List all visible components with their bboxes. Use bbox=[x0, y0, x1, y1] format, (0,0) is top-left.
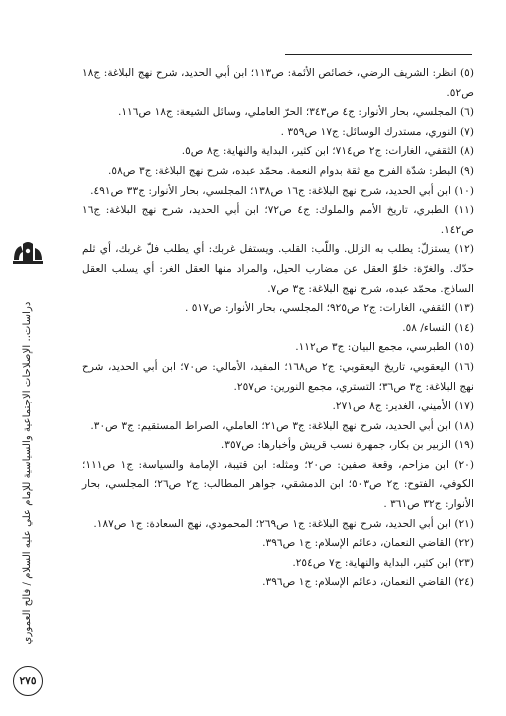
publisher-logo bbox=[11, 238, 45, 266]
footnote: (١٨) ابن أبي الحديد، شرح نهج البلاغة: ج٣ ص٢١؛ العاملي، الصراط المستقيم: ج٣ ص٣٠. bbox=[90, 419, 474, 432]
footnote: (١٦) اليعقوبي، تاريخ اليعقوبي: ج٢ ص١٦٨؛ المفيد، الأمالي: ص٧٠؛ ابن أبي الحديد، شرح نهج البلاغة: ج٣ ص٣٦؛ التستري، مجمع النورين: ص٢٥٧. bbox=[82, 360, 475, 393]
running-title bbox=[18, 268, 46, 678]
footnote: (٢٣) ابن كثير، البداية والنهاية: ج٧ ص٢٥٤. bbox=[292, 556, 474, 569]
footnote: (٢٢) القاضي النعمان، دعائم الإسلام: ج١ ص٣٩٦. bbox=[262, 537, 474, 550]
footnote: (١٥) الطبرسي، مجمع البيان: ج٣ ص١١٢. bbox=[295, 341, 474, 354]
footnote: (١٤) النساء/ ٥٨. bbox=[402, 321, 474, 334]
footnotes-list bbox=[82, 64, 474, 593]
footnote: (١٩) الزبير بن بكار، جمهرة نسب قريش وأخبارها: ص٣٥٧. bbox=[220, 439, 474, 452]
footnote: (٢١) ابن أبي الحديد، شرح نهج البلاغة: ج١ ص٢٦٩؛ المحمودي، نهج السعادة: ج١ ص١٨٧. bbox=[93, 517, 474, 530]
footnote: (٧) النوري، مستدرك الوسائل: ج١٧ ص٣٥٩ . bbox=[280, 125, 474, 138]
footnote: (١٠) ابن أبي الحديد، شرح نهج البلاغة: ج١٦ ص١٣٨؛ المجلسي، بحار الأنوار: ج٣٣ ص٤٩١. bbox=[90, 184, 474, 197]
footnote: (١٧) الأميني، الغدير: ج٨ ص٢٧١. bbox=[332, 400, 474, 413]
footnote: (٦) المجلسي، بحار الأنوار: ج٤ ص٣٤٣؛ الحرّ العاملي، وسائل الشيعة: ج١٨ ص١١٦. bbox=[117, 106, 474, 119]
footnote-separator-line bbox=[285, 54, 472, 55]
footnote: (٢٤) القاضي النعمان، دعائم الإسلام: ج١ ص٣٩٦. bbox=[262, 576, 474, 589]
footnote: (٩) البطر: شدّة الفرح مع ثقة بدوام النعمة. محمّد عبده، شرح نهج البلاغة: ج٣ ص٥٨. bbox=[108, 164, 474, 177]
page-number: ٢٧٥ bbox=[13, 666, 43, 696]
footnote: (١١) الطبري، تاريخ الأمم والملوك: ج٤ ص٧٢؛ ابن أبي الحديد، شرح نهج البلاغة: ج١٦ ص١٤٢. bbox=[82, 204, 474, 236]
footnote: (٨) الثقفي، الغارات: ج٢ ص٧١٤؛ ابن كثير، البداية والنهاية: ج٨ ص٥. bbox=[181, 145, 474, 158]
footnote: (١٢) يستزلّ: يطلب به الزلل. واللّب: القلب. ويستفل غربك: أي يطلب فلّ غربك، أي ثلم حدّك. والغرّة: خلوّ العقل عن مضارب الحيل، والمراد منها العقل الغر: أي يسلب العقل الساذج. محمّد عبده، شرح نهج البلاغة: ج٣ ص٧. bbox=[82, 243, 474, 295]
footnote: (٢٠) ابن مزاحم، وقعة صفين: ص٢٠؛ ومثله: ابن قتيبة، الإمامة والسياسة: ج١ ص١١١؛ الكوفي، الفتوح: ج٢ ص٥٠٣؛ ابن الدمشقي، جواهر المطالب: ج٢ ص٢٦؛ المجلسي، بحار الأنوار: ج٣٢ ص٣٦١ . bbox=[82, 458, 474, 511]
footnote: (٥) انظر: الشريف الرضي، خصائص الأئمة: ص١١٣؛ ابن أبي الحديد، شرح نهج البلاغة: ج١٨ ص٥٢. bbox=[82, 67, 474, 99]
running-title-text: دراسات.. الإصلاحات الاجتماعية والسياسية للإمام علي عليه السلام / فالح العموري bbox=[22, 301, 33, 645]
footnote: (١٣) الثقفي، الغارات: ج٢ ص٩٢٥؛ المجلسي، بحار الأنوار: ص٥١٧ . bbox=[184, 302, 474, 315]
